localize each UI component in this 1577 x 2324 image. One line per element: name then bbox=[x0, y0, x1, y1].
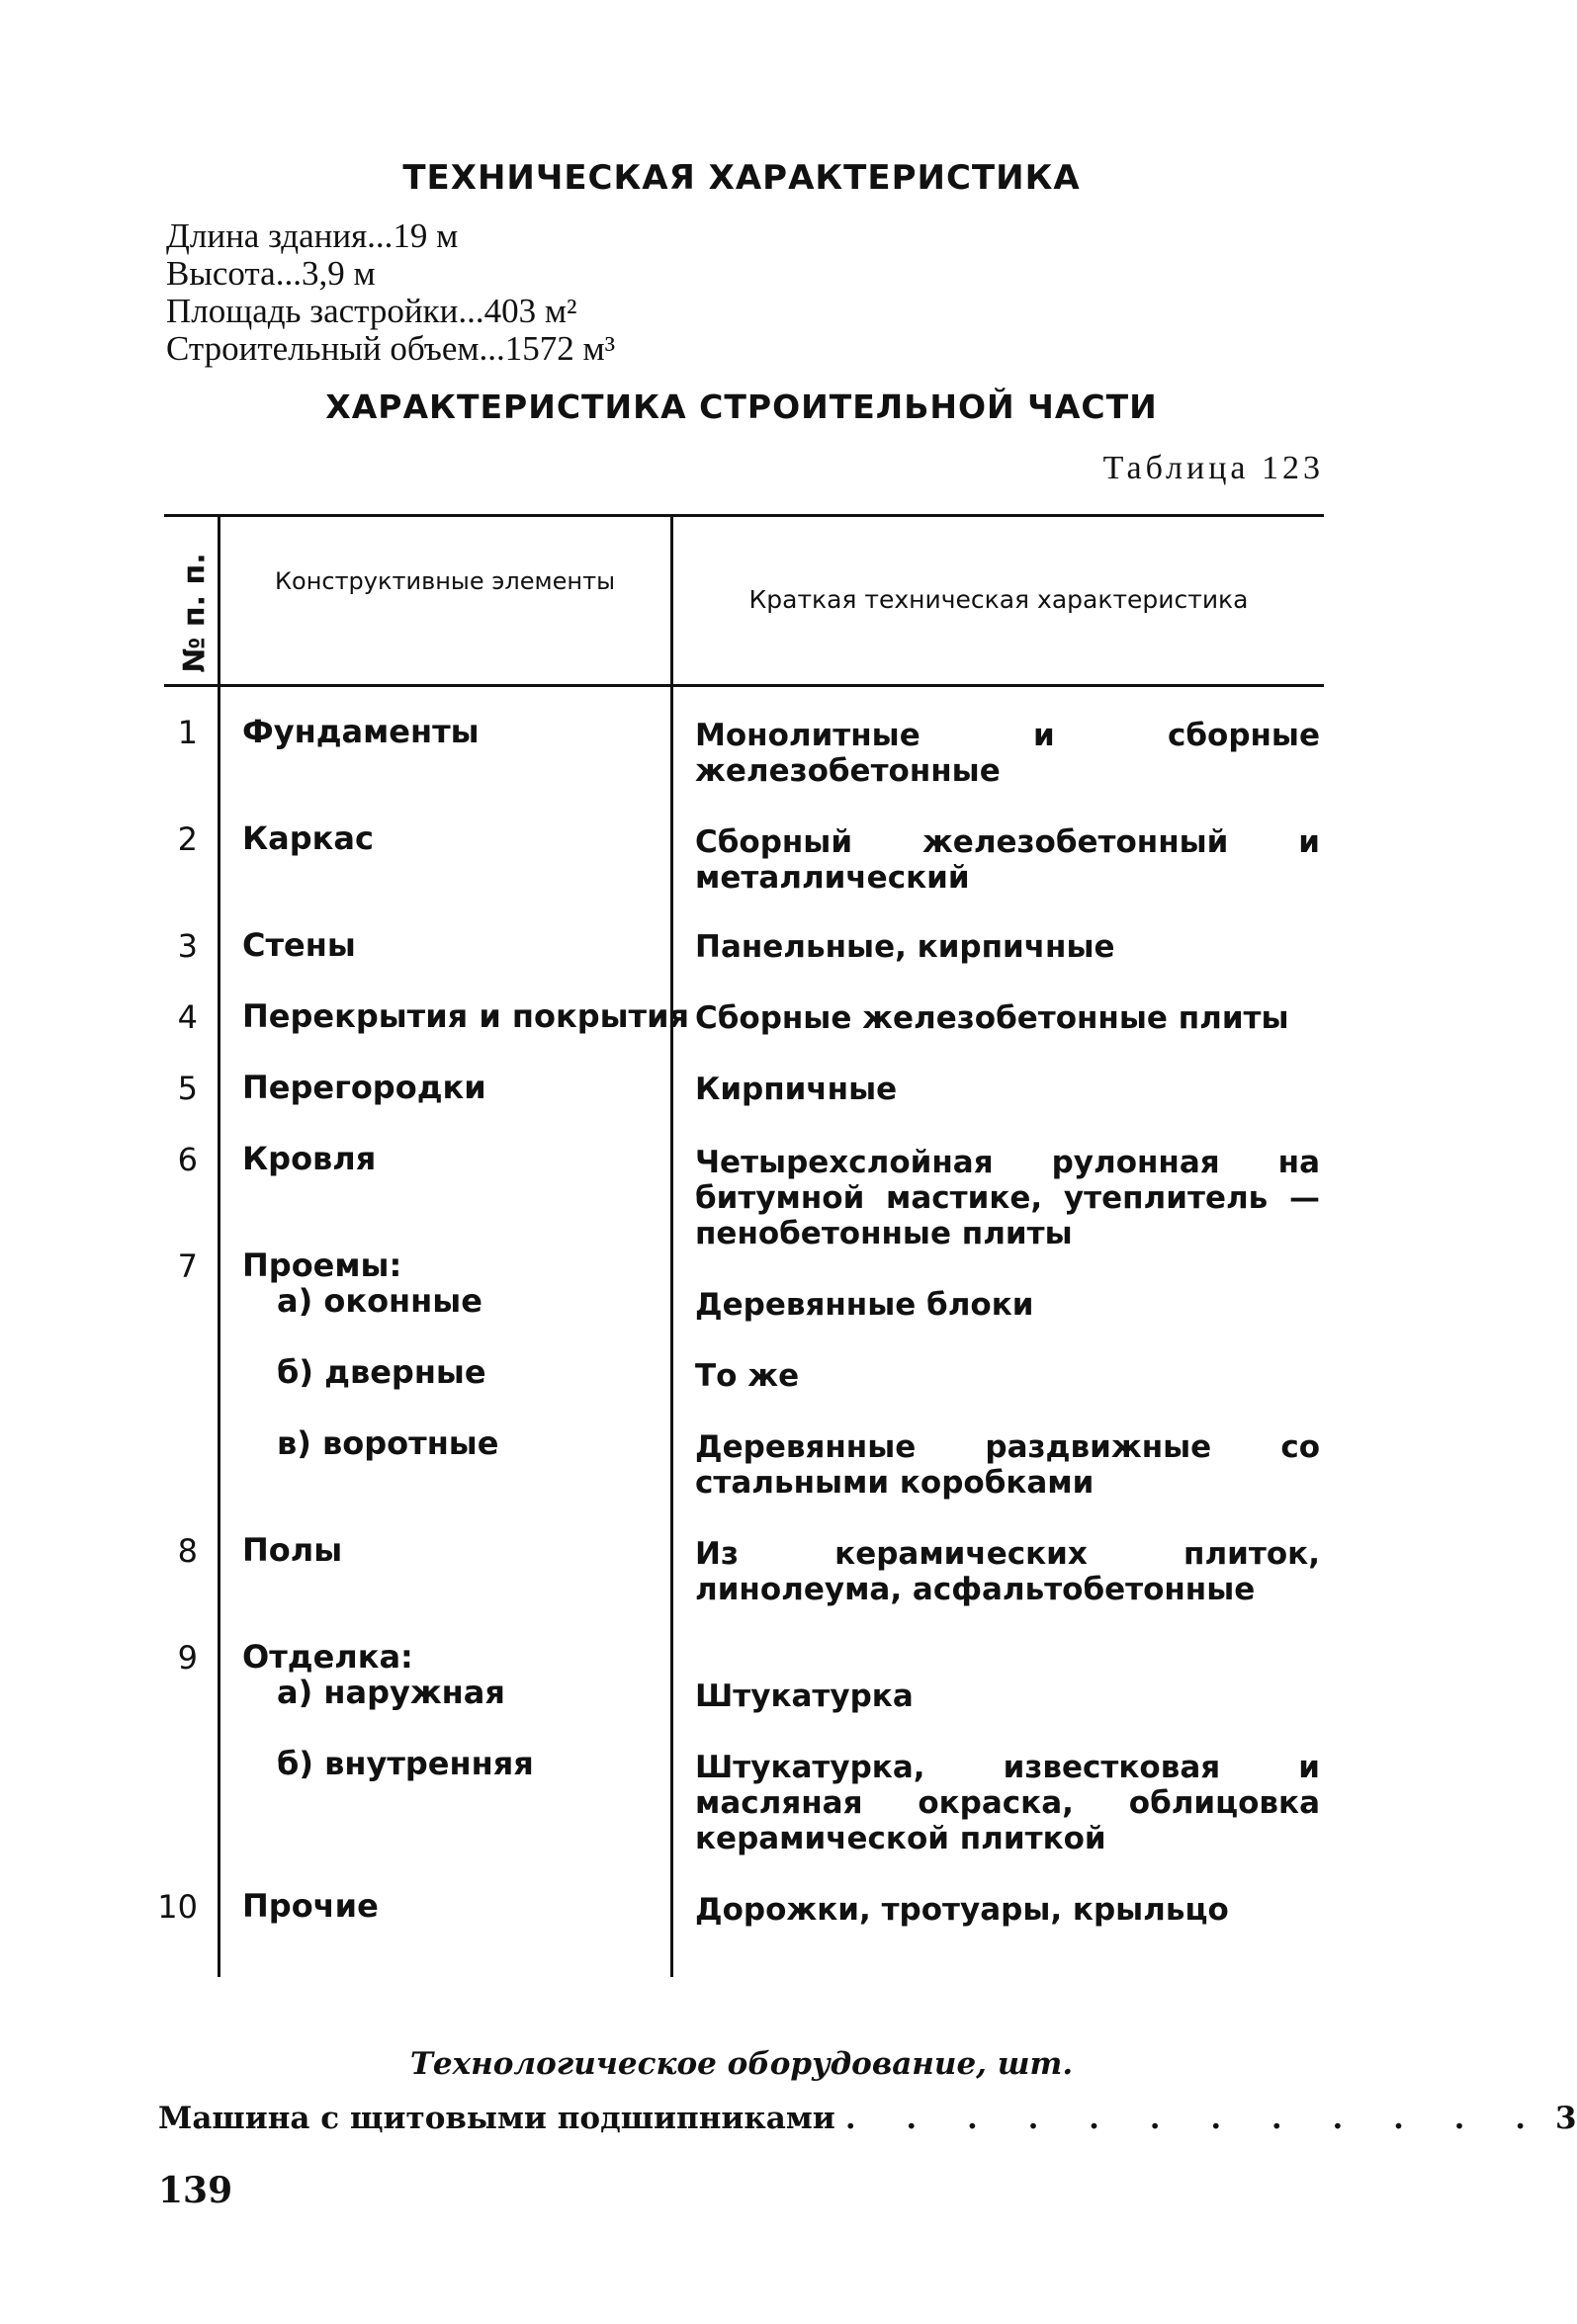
specs-block bbox=[166, 217, 615, 368]
equipment-item-name: Машина с щитовыми подшипниками bbox=[158, 2101, 835, 2136]
spec-length: Длина здания...19 м bbox=[166, 216, 459, 255]
table-top-rule bbox=[164, 514, 1324, 517]
row-element-sub: б) внутренняя bbox=[277, 1745, 534, 1782]
row-element: Каркас bbox=[242, 819, 374, 857]
row-element: Перегородки bbox=[242, 1069, 486, 1106]
table-header-rule bbox=[164, 684, 1324, 687]
row-num: 5 bbox=[177, 1070, 198, 1107]
row-element: Прочие bbox=[242, 1887, 379, 1925]
row-num: 9 bbox=[177, 1639, 198, 1677]
equipment-item-qty: 3 bbox=[1555, 2101, 1577, 2136]
row-element: Полы bbox=[242, 1531, 343, 1569]
page-number: 139 bbox=[158, 2170, 233, 2211]
equipment-row bbox=[158, 2101, 1577, 2136]
row-characteristic: Сборные железобетонные плиты bbox=[695, 1000, 1289, 1036]
row-characteristic: Сборный железобетонный и металлический bbox=[695, 824, 1320, 896]
table-label: Таблица 123 bbox=[1102, 450, 1324, 486]
row-num: 1 bbox=[177, 714, 198, 751]
header-num: № п. п. bbox=[177, 553, 213, 673]
technical-characteristics-title: ТЕХНИЧЕСКАЯ ХАРАКТЕРИСТИКА bbox=[402, 158, 1081, 198]
row-num: 6 bbox=[177, 1141, 198, 1178]
row-element-sub: в) воротные bbox=[277, 1424, 499, 1462]
spec-area: Площадь застройки...403 м² bbox=[166, 292, 577, 330]
equipment-leader-dots: . . . . . . . . . . . . bbox=[844, 2101, 1546, 2136]
row-num: 7 bbox=[177, 1248, 198, 1285]
row-element: Отделка: bbox=[242, 1638, 413, 1676]
row-num: 4 bbox=[177, 998, 198, 1036]
equipment-title: Технологическое оборудование, шт. bbox=[409, 2046, 1074, 2082]
spec-height: Высота...3,9 м bbox=[166, 254, 376, 293]
row-element: Кровля bbox=[242, 1140, 377, 1177]
table-col-divider-2 bbox=[670, 516, 673, 1977]
row-num: 10 bbox=[157, 1888, 198, 1926]
row-characteristic: Штукатурка bbox=[695, 1678, 914, 1714]
row-characteristic: Кирпичные bbox=[695, 1072, 898, 1107]
row-element: Проемы: bbox=[242, 1247, 402, 1284]
row-characteristic: Панельные, кирпичные bbox=[695, 929, 1115, 965]
row-element-sub: а) оконные bbox=[277, 1282, 482, 1320]
row-element: Стены bbox=[242, 926, 356, 964]
row-num: 2 bbox=[177, 820, 198, 858]
row-characteristic: Деревянные блоки bbox=[695, 1287, 1034, 1323]
row-element-sub: а) наружная bbox=[277, 1674, 505, 1711]
row-element: Фундаменты bbox=[242, 713, 480, 750]
header-characteristics: Краткая техническая характеристика bbox=[748, 585, 1249, 614]
spec-volume: Строительный объем...1572 м³ bbox=[166, 329, 616, 368]
row-num: 3 bbox=[177, 927, 198, 965]
row-characteristic: Четырехслойная рулонная на битумной мастике, утеплитель — пенобетонные плиты bbox=[695, 1145, 1320, 1251]
table-col-divider-1 bbox=[218, 516, 220, 1977]
row-num: 8 bbox=[177, 1532, 198, 1570]
row-characteristic: Деревянные раздвижные со стальными коробками bbox=[695, 1429, 1320, 1501]
header-elements: Конструктивные элементы bbox=[274, 567, 616, 595]
row-characteristic: Штукатурка, известковая и масляная окраска, облицовка керамической плиткой bbox=[695, 1750, 1320, 1856]
construction-characteristics-title: ХАРАКТЕРИСТИКА СТРОИТЕЛЬНОЙ ЧАСТИ bbox=[325, 387, 1158, 426]
row-characteristic: Из керамических плиток, линолеума, асфальтобетонные bbox=[695, 1536, 1320, 1607]
row-characteristic: То же bbox=[695, 1358, 800, 1394]
row-element: Перекрытия и покрытия bbox=[242, 997, 690, 1035]
row-element-sub: б) дверные bbox=[277, 1353, 486, 1391]
row-characteristic: Дорожки, тротуары, крыльцо bbox=[695, 1892, 1229, 1928]
row-characteristic: Монолитные и сборные железобетонные bbox=[695, 718, 1320, 789]
